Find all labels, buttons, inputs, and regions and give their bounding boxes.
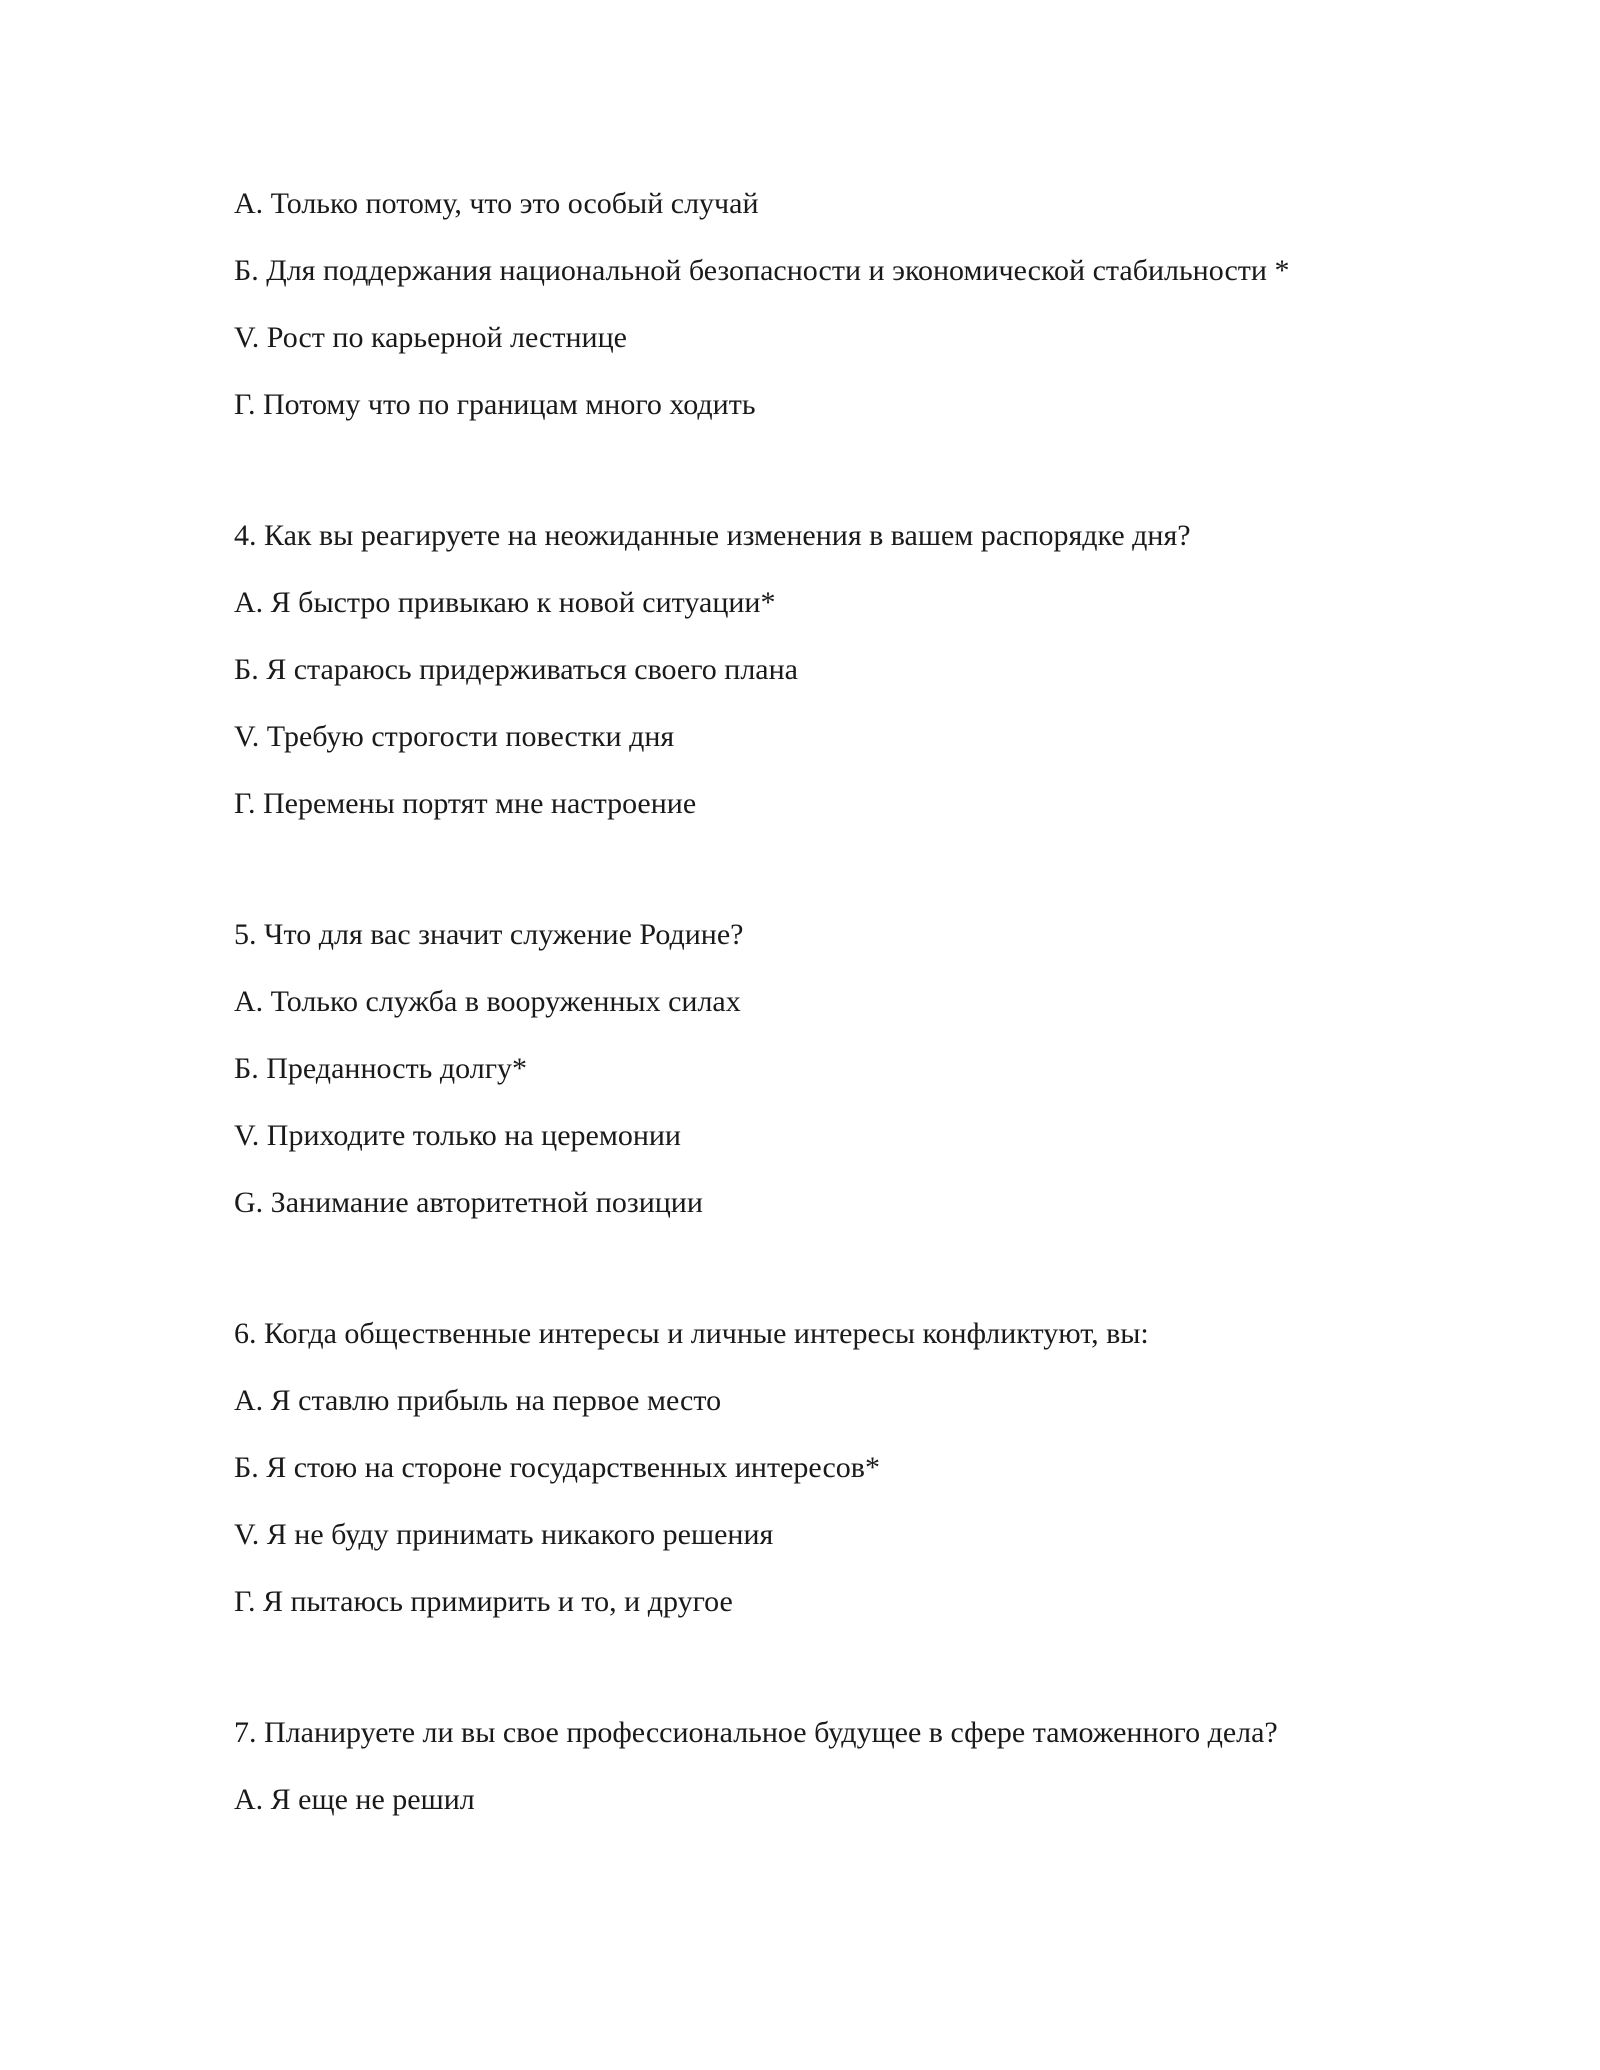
q3-option-a: А. Только потому, что это особый случай (234, 187, 759, 220)
q3-option-v: V. Рост по карьерной лестнице (234, 321, 627, 354)
q6-option-v: V. Я не буду принимать никакого решения (234, 1518, 774, 1551)
spacer (234, 1252, 1394, 1316)
spacer (234, 454, 1394, 518)
q6-option-a: А. Я ставлю прибыль на первое место (234, 1384, 722, 1417)
q7-option-a: А. Я еще не решил (234, 1783, 475, 1816)
document-body (234, 186, 1394, 1849)
q5-question: 5. Что для вас значит служение Родине? (234, 918, 744, 951)
q5-option-g: G. Занимание авторитетной позиции (234, 1186, 703, 1219)
q7-question: 7. Планируете ли вы свое профессиональное будущее в сфере таможенного дела? (234, 1716, 1278, 1749)
q6-option-g: Г. Я пытаюсь примирить и то, и другое (234, 1585, 733, 1618)
q5-option-b: Б. Преданность долгу* (234, 1052, 527, 1085)
q5-option-v: V. Приходите только на церемонии (234, 1119, 681, 1152)
spacer (234, 1651, 1394, 1715)
q6-question: 6. Когда общественные интересы и личные интересы конфликтуют, вы: (234, 1317, 1149, 1350)
q4-option-v: V. Требую строгости повестки дня (234, 720, 675, 753)
q4-question: 4. Как вы реагируете на неожиданные изменения в вашем распорядке дня? (234, 519, 1191, 552)
q3-option-g: Г. Потому что по границам много ходить (234, 388, 756, 421)
spacer (234, 853, 1394, 917)
q4-option-a: А. Я быстро привыкаю к новой ситуации* (234, 586, 776, 619)
q4-option-b: Б. Я стараюсь придерживаться своего плана (234, 653, 798, 686)
q3-option-b: Б. Для поддержания национальной безопасности и экономической стабильности * (234, 254, 1290, 287)
q5-option-a: А. Только служба в вооруженных силах (234, 985, 741, 1018)
q6-option-b: Б. Я стою на стороне государственных интересов* (234, 1451, 880, 1484)
q4-option-g: Г. Перемены портят мне настроение (234, 787, 697, 820)
